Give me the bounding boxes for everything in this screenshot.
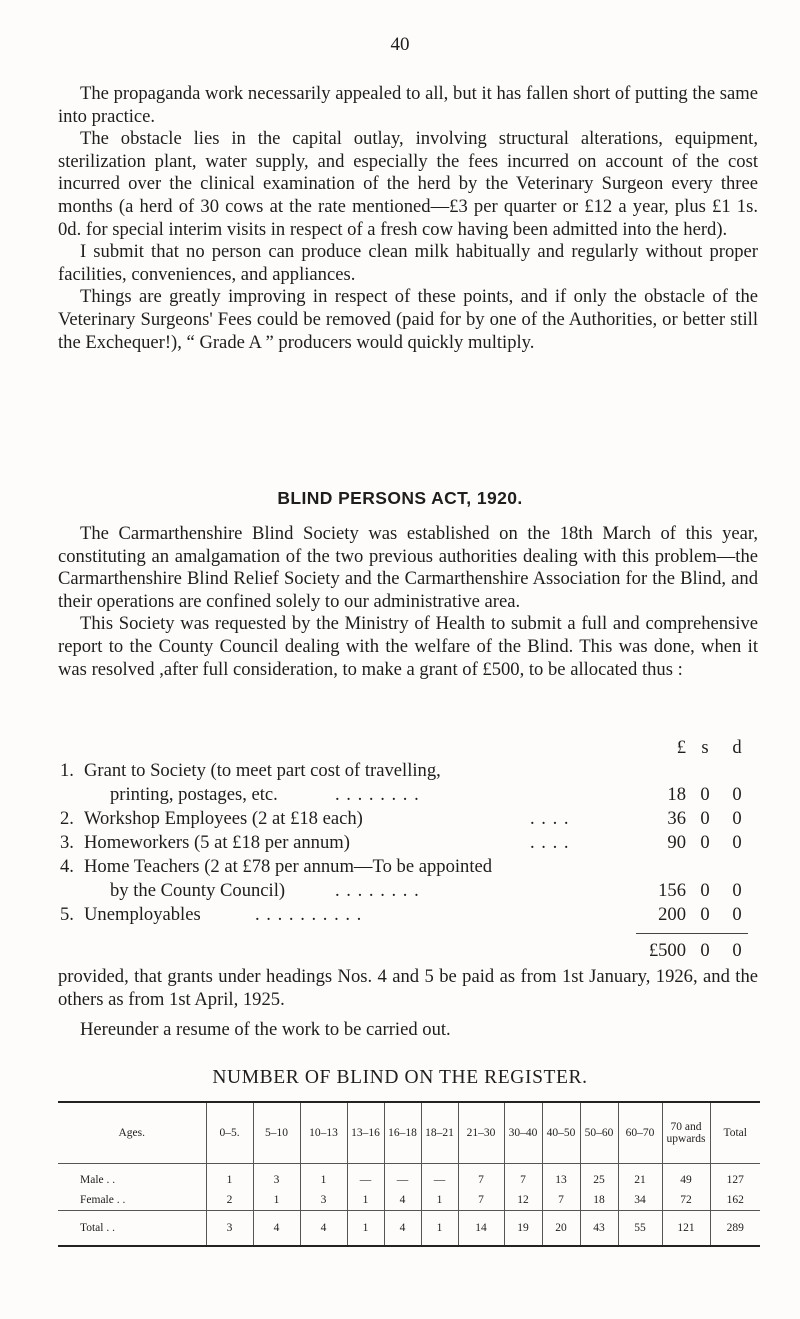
column-header: 18–21 [421, 1102, 458, 1164]
column-header: 21–30 [458, 1102, 504, 1164]
table-cell: 1 [206, 1164, 253, 1191]
table-cell: 121 [662, 1211, 710, 1247]
row-label: Male . . [80, 1174, 116, 1186]
allocation-item [0, 832, 800, 856]
column-header: 40–50 [542, 1102, 580, 1164]
allocation-item [0, 904, 800, 928]
paragraph: The Carmarthenshire Blind Society was established on the 18th March of this year, constituting an amalgamation of the two previous authorities dealing with this problem—the Carmarthenshire Blind Relief Society and the Carmarthenshire Association for the Blind, and their operations are confined solely to our administrative area. [58, 523, 758, 612]
table-cell: 2 [206, 1190, 253, 1211]
leader-dots: . . . . [530, 832, 570, 853]
table-cell: 20 [542, 1211, 580, 1247]
table-cell: 1 [347, 1190, 384, 1211]
table-row-male [58, 1164, 760, 1191]
pence-header: d [732, 737, 742, 758]
item-label: Grant to Society (to meet part cost of travelling, [84, 760, 441, 781]
column-header: 0–5. [206, 1102, 253, 1164]
table-title: NUMBER OF BLIND ON THE REGISTER. [212, 1067, 588, 1088]
allocation-total-row [0, 940, 800, 964]
item-shillings: 0 [700, 880, 710, 901]
blind-register-table [58, 1101, 760, 1247]
proviso-text [58, 966, 758, 1011]
paragraph: This Society was requested by the Ministry of Health to submit a full and comprehensive report to the County Council dealing with the welfare of the Blind. This was done, when it was resolved ,after full consideration, to make a grant of £500, to be allocated thus : [58, 613, 758, 680]
pounds-header: £ [676, 737, 686, 758]
shillings-header: s [701, 737, 709, 758]
paragraph: The propaganda work necessarily appealed to all, but it has fallen short of putting the same into practice. [58, 83, 758, 127]
allocation-item [0, 808, 800, 832]
item-pounds: 36 [667, 808, 686, 829]
row-label: Total . . [58, 1211, 206, 1247]
leader-dots: . . . . . . . . . . [255, 904, 363, 925]
table-cell: — [347, 1164, 384, 1191]
item-shillings: 0 [700, 784, 710, 805]
table-cell: 43 [580, 1211, 618, 1247]
column-header: 10–13 [300, 1102, 347, 1164]
item-pounds: 18 [667, 784, 686, 805]
item-pence: 0 [732, 784, 742, 805]
table-cell: 3 [300, 1190, 347, 1211]
item-label: Unemployables [84, 904, 201, 925]
leader-dots: . . . . . . . . [335, 880, 420, 901]
table-cell: 34 [618, 1190, 662, 1211]
table-cell: 21 [618, 1164, 662, 1191]
total-rule [636, 933, 748, 934]
table-cell: 49 [662, 1164, 710, 1191]
paragraph: provided, that grants under headings Nos. 4 and 5 be paid as from 1st January, 1926, and the others as from 1st April, 1925. [58, 966, 758, 1010]
paragraph: Hereunder a resume of the work to be carried out. [80, 1019, 451, 1040]
intro-text [58, 83, 758, 354]
section-heading: BLIND PERSONS ACT, 1920. [277, 488, 523, 508]
table-cell: 19 [504, 1211, 542, 1247]
society-text [58, 523, 758, 681]
table-cell: 7 [458, 1190, 504, 1211]
column-header: 13–16 [347, 1102, 384, 1164]
item-shillings: 0 [700, 808, 710, 829]
item-pounds: 200 [658, 904, 686, 925]
table-cell: 4 [253, 1211, 300, 1247]
table-cell: 4 [384, 1190, 421, 1211]
column-header: 70 and upwards [662, 1102, 710, 1164]
item-pence: 0 [732, 880, 742, 901]
table-cell: 1 [421, 1190, 458, 1211]
table-header-row [58, 1102, 760, 1164]
table-cell: — [421, 1164, 458, 1191]
paragraph: The obstacle lies in the capital outlay, involving structural alterations, equipment, sterilization plant, water supply, and especially the fees incurred on account of the cost incurred over the clinical examination of the herd by the Veterinary Surgeon every three months (a herd of 30 cows at the rate mentioned—£3 per quarter or £12 a year, plus £1 1s. 0d. for special interim visits in respect of a fresh cow having been admitted into the herd). [58, 128, 758, 240]
table-cell: 7 [504, 1164, 542, 1191]
item-pence: 0 [732, 904, 742, 925]
table-cell: 72 [662, 1190, 710, 1211]
item-number: 3. [60, 832, 74, 853]
item-label: Workshop Employees (2 at £18 each) [84, 808, 363, 829]
leader-dots: . . . . [530, 808, 570, 829]
leader-dots: . . . . . . . . [335, 784, 420, 805]
allocation-item-continued [0, 880, 800, 904]
allocation-header-row [0, 737, 800, 761]
column-header: 16–18 [384, 1102, 421, 1164]
column-header: 60–70 [618, 1102, 662, 1164]
column-header: 5–10 [253, 1102, 300, 1164]
allocation-item [0, 760, 800, 784]
table-cell: 1 [300, 1164, 347, 1191]
table-cell: 4 [384, 1211, 421, 1247]
item-label-continued: by the County Council) [110, 880, 286, 901]
table-cell: 12 [504, 1190, 542, 1211]
item-label: Homeworkers (5 at £18 per annum) [84, 832, 350, 853]
table-cell: 1 [347, 1211, 384, 1247]
table-cell: 18 [580, 1190, 618, 1211]
allocation-item-continued [0, 784, 800, 808]
table-cell: 289 [710, 1211, 760, 1247]
table-row-female [58, 1190, 760, 1211]
item-pence: 0 [732, 808, 742, 829]
item-shillings: 0 [700, 904, 710, 925]
resume-text [58, 1019, 758, 1042]
item-number: 5. [60, 904, 74, 925]
paragraph: I submit that no person can produce clean milk habitually and regularly without proper facilities, conveniences, and appliances. [58, 241, 758, 285]
paragraph: Things are greatly improving in respect of these points, and if only the obstacle of the Veterinary Surgeons' Fees could be removed (paid for by one of the Authorities, or better still the Exchequer!), “ Grade A ” producers would quickly multiply. [58, 286, 758, 353]
table-cell: 55 [618, 1211, 662, 1247]
column-header: 50–60 [580, 1102, 618, 1164]
table-cell: 7 [458, 1164, 504, 1191]
total-pence: 0 [732, 940, 742, 961]
table-cell: 14 [458, 1211, 504, 1247]
table-cell: 1 [253, 1190, 300, 1211]
item-label: Home Teachers (2 at £78 per annum—To be appointed [84, 856, 493, 877]
allocation-item [0, 856, 800, 880]
table-cell: 127 [710, 1164, 760, 1191]
table-row-total [58, 1211, 760, 1247]
item-number: 2. [60, 808, 74, 829]
table-cell: 1 [421, 1211, 458, 1247]
column-header: Ages. [58, 1102, 206, 1164]
table-cell: 3 [253, 1164, 300, 1191]
item-number: 4. [60, 856, 74, 877]
column-header: 30–40 [504, 1102, 542, 1164]
page-number: 40 [390, 34, 410, 55]
total-shillings: 0 [700, 940, 710, 961]
total-pounds: £500 [648, 940, 686, 961]
table-cell: 25 [580, 1164, 618, 1191]
table-cell: 7 [542, 1190, 580, 1211]
item-pence: 0 [732, 832, 742, 853]
item-pounds: 90 [667, 832, 686, 853]
item-pounds: 156 [658, 880, 686, 901]
table-cell: 162 [710, 1190, 760, 1211]
item-shillings: 0 [700, 832, 710, 853]
table-cell: — [384, 1164, 421, 1191]
table-cell: 3 [206, 1211, 253, 1247]
table-cell: 13 [542, 1164, 580, 1191]
item-label-continued: printing, postages, etc. [110, 784, 278, 805]
row-label: Female . . [80, 1194, 126, 1206]
table-cell: 4 [300, 1211, 347, 1247]
column-header: Total [710, 1102, 760, 1164]
item-number: 1. [60, 760, 74, 781]
